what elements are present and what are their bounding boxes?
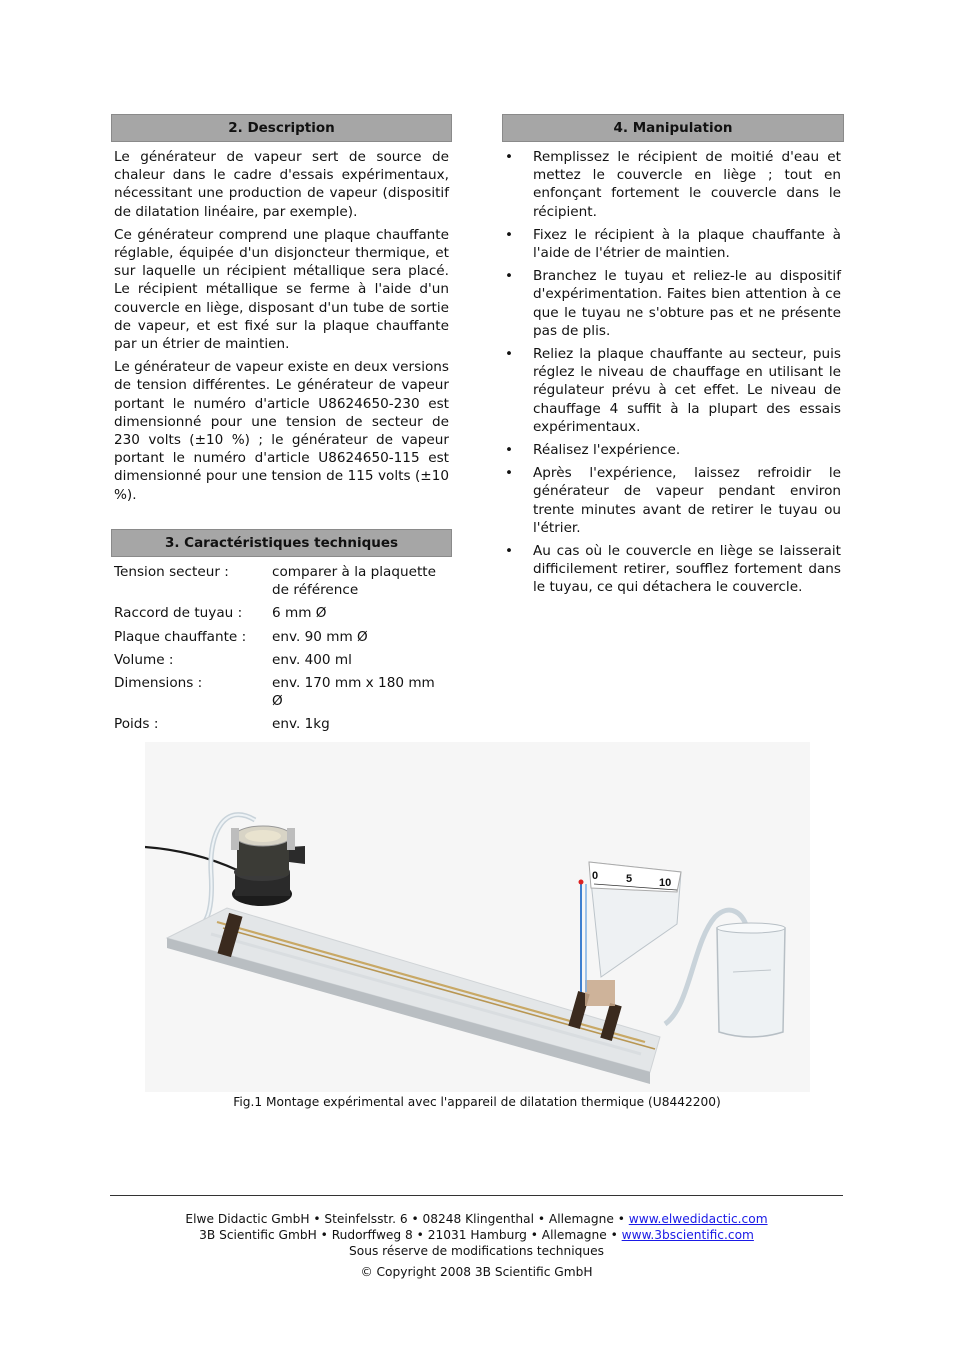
description-paragraph-1: Le générateur de vapeur sert de source de chaleur dans le cadre d'essais expérimentaux, nécessitant une production de vapeur (dispositif de dilatation linéaire, par exemple). [114, 149, 449, 220]
spec-label: Raccord de tuyau : [114, 605, 243, 622]
spec-row [114, 651, 449, 669]
list-item [503, 464, 841, 537]
footer-disclaimer: Sous réserve de modifications techniques [349, 1244, 604, 1258]
bullet-icon: • [505, 149, 514, 165]
bullet-icon: • [505, 442, 514, 459]
elwedidactic-link[interactable]: www.elwedidactic.com [628, 1212, 768, 1226]
spec-label: Tension secteur : [114, 564, 229, 580]
step-text: Reliez la plaque chauffante au secteur, puis réglez le niveau de chauffage en utilisant le régulateur prévu à cet effet. Le niveau de chauffage 4 suffit à la plupart des essais expérimentaux. [533, 346, 841, 435]
list-item [503, 148, 841, 221]
spec-value: env. 170 mm x 180 mm Ø [272, 675, 435, 710]
figure-caption: Fig.1 Montage expérimental avec l'appareil de dilatation thermique (U8442200) [233, 1095, 721, 1109]
spec-value: 6 mm Ø [272, 605, 327, 622]
step-text: Fixez le récipient à la plaque chauffante à l'aide de l'étrier de maintien. [533, 226, 841, 262]
spec-label: Volume : [114, 651, 174, 668]
footer-address-3b: 3B Scientific GmbH • Rudorffweg 8 • 21031 Hamburg • Allemagne • [199, 1228, 622, 1242]
step-text: Branchez le tuyau et reliez-le au dispositif d'expérimentation. Faites bien attention à ce que le tuyau ne s'obture pas et ne présente pas de plis. [533, 268, 841, 339]
spec-row [114, 674, 449, 710]
scale-label-10: 10 [659, 877, 672, 889]
spec-row [114, 604, 449, 622]
footer-address-elwe: Elwe Didactic GmbH • Steinfelsstr. 6 • 08248 Klingenthal • Allemagne • [185, 1212, 629, 1226]
footer-divider [110, 1195, 843, 1196]
bullet-icon: • [505, 465, 514, 482]
section-description-header: 2. Description [111, 114, 452, 142]
section-specs [111, 529, 452, 734]
step-text: Au cas où le couvercle en liège se laisserait difficilement retirer, soufflez fortement dans le tuyau, ce qui détachera le couvercle. [533, 543, 841, 596]
section-description [111, 114, 452, 504]
step-text: Après l'expérience, laissez refroidir le générateur de vapeur pendant environ trente minutes avant de retirer le tuyau ou l'étrier. [533, 465, 841, 536]
list-item [503, 542, 841, 597]
bullet-icon: • [505, 346, 514, 363]
step-text: Réalisez l'expérience. [533, 442, 681, 459]
bullet-icon: • [505, 268, 514, 285]
footer-line-1 [110, 1211, 843, 1227]
scale-label-5: 5 [626, 873, 633, 885]
spec-row [114, 563, 449, 599]
3bscientific-link[interactable]: www.3bscientific.com [621, 1228, 754, 1242]
section-manipulation [502, 114, 844, 597]
section-specs-header: 3. Caractéristiques techniques [111, 529, 452, 557]
spec-value: env. 90 mm Ø [272, 628, 368, 645]
footer-copyright: © Copyright 2008 3B Scientific GmbH [360, 1265, 593, 1279]
section-manipulation-header: 4. Manipulation [502, 114, 844, 142]
footer-line-2 [110, 1227, 843, 1243]
manipulation-steps [502, 142, 844, 597]
description-paragraph-3: Le générateur de vapeur existe en deux versions de tension différentes. Le générateur de vapeur portant le numéro d'article U8624650-230 est dimensionné pour une tension de secteur de 230 volts (±10 %) ; le générateur de vapeur portant le numéro d'article U8624650-115 est dimensionné pour une tension de 115 volts (±10 %). [114, 359, 449, 503]
scale-label-0: 0 [592, 870, 599, 882]
bullet-icon: • [505, 226, 514, 243]
list-item [503, 267, 841, 340]
list-item [503, 345, 841, 436]
spec-label: Dimensions : [114, 675, 203, 692]
apparatus-illustration [145, 742, 810, 1092]
spec-label: Plaque chauffante : [114, 628, 247, 645]
figure-apparatus-photo [145, 742, 810, 1092]
spec-row [114, 715, 449, 733]
description-paragraph-2: Ce générateur comprend une plaque chauffante réglable, équipée d'un disjoncteur thermique, et sur laquelle un récipient métallique sera placé. Le récipient métallique se ferme à l'aide d'un couvercle en liège, disposant d'un tube de sortie de vapeur, et est fixé sur la plaque chauffante par un étrier de maintien. [114, 226, 449, 353]
spec-value: comparer à la plaquette de référence [272, 564, 437, 599]
list-item [503, 226, 841, 262]
bullet-icon: • [505, 543, 514, 560]
spec-row [114, 628, 449, 646]
spec-value: env. 400 ml [272, 651, 352, 668]
step-text: Remplissez le récipient de moitié d'eau et mettez le couvercle en liège ; tout en enfonçant fortement le couvercle dans le récipient. [533, 149, 841, 220]
list-item [503, 441, 841, 459]
spec-label: Poids : [114, 716, 159, 733]
spec-value: env. 1kg [272, 716, 330, 733]
